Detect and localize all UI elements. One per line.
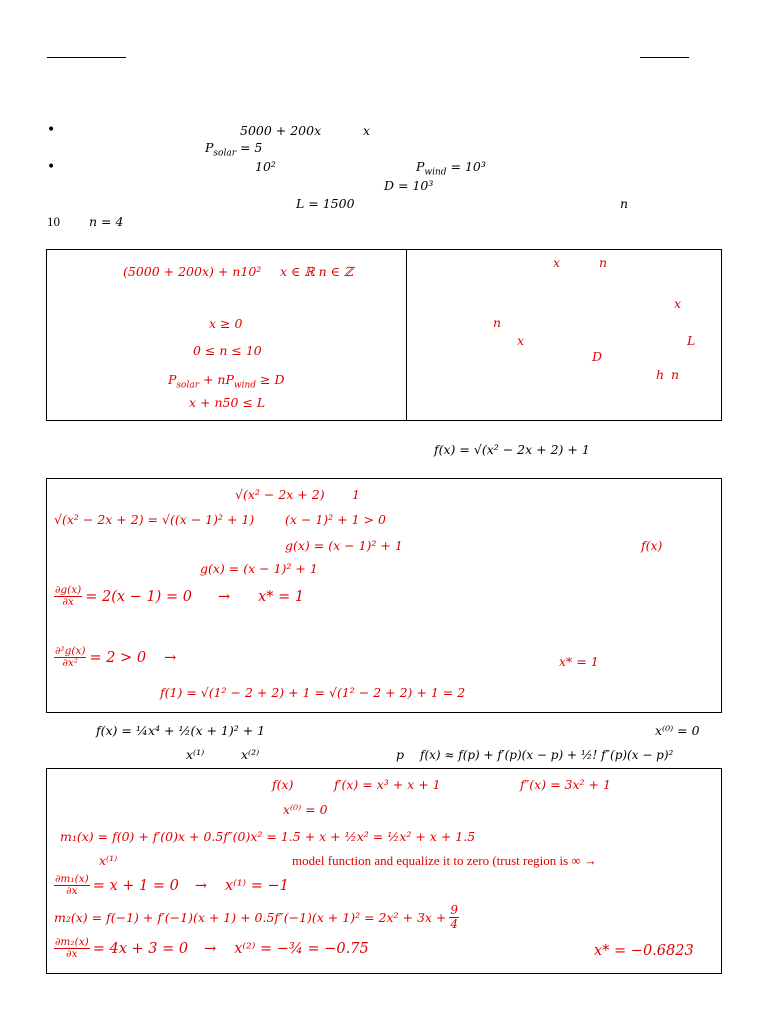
taylor-expansion: f(x) ≈ f(p) + f′(p)(x − p) + ½! f″(p)(x − p)² bbox=[420, 748, 674, 762]
var-x: x bbox=[363, 123, 371, 138]
note-x2: x bbox=[674, 296, 682, 311]
nine-fourths: $\frac{9}{4}$ bbox=[450, 903, 459, 931]
iterate-1: x⁽¹⁾ bbox=[186, 747, 205, 762]
point-p: p bbox=[396, 747, 405, 762]
header-line-right bbox=[640, 57, 689, 58]
f-of-x: f(x) bbox=[272, 777, 294, 792]
bullet-2: • bbox=[47, 159, 56, 175]
model-2-derivative: $\frac{\text{∂m₂(x)}}{\partial x}$ = 4x + 3 = 0 → x⁽²⁾ = −¾ = −0.75 bbox=[55, 936, 369, 960]
min-point: x* = 1 bbox=[559, 654, 599, 669]
sqrt-one: 1 bbox=[352, 487, 360, 502]
note-n1: n bbox=[599, 255, 608, 270]
start-point: x⁽⁰⁾ = 0 bbox=[283, 802, 328, 817]
sqrt-rewrite: √(x² − 2x + 2) = √((x − 1)² + 1) bbox=[54, 512, 255, 527]
arrow-icon: → bbox=[194, 877, 207, 894]
header-line-left bbox=[47, 57, 126, 58]
constraint-power: $P_{solar} + nP_{wind} \ge D$ bbox=[168, 372, 285, 391]
variable-domain: x ∈ ℝ n ∈ ℤ bbox=[280, 264, 353, 279]
wind-cost: 10² bbox=[255, 159, 276, 174]
note-x1: x bbox=[553, 255, 561, 270]
final-minimizer: x* = −0.6823 bbox=[594, 943, 694, 959]
first-derivative: f′(x) = x³ + x + 1 bbox=[334, 777, 441, 792]
model-note: model function and equalize it to zero (trust region is ∞ → bbox=[292, 853, 597, 868]
initial-point: x⁽⁰⁾ = 0 bbox=[655, 723, 700, 738]
iterate-2: x⁽²⁾ bbox=[241, 747, 260, 762]
note-h: h bbox=[656, 367, 665, 382]
second-derivative: f″(x) = 3x² + 1 bbox=[520, 777, 611, 792]
p-solar: $P_{solar} = 5$ bbox=[205, 140, 263, 159]
n-equals-4: n = 4 bbox=[89, 214, 124, 229]
objective: (5000 + 200x) + n10² bbox=[123, 264, 262, 279]
var-n: n bbox=[620, 196, 629, 211]
note-n3: n bbox=[671, 367, 680, 382]
first-derivative-line: $\frac{\partial g(x)}{\partial x}$ = 2(x − 1) = 0 → x* = 1 bbox=[55, 584, 305, 608]
d2g-fraction: $\frac{\text{∂²g(x)}}{\text{∂x²}}$ bbox=[55, 645, 86, 669]
p-wind: $P_{wind} = 10^3$ bbox=[416, 159, 486, 178]
note-D: D bbox=[592, 349, 603, 364]
model-1: m₁(x) = f(0) + f′(0)x + 0.5f″(0)x² = 1.5 + x + ½x² = ½x² + x + 1.5 bbox=[60, 829, 476, 844]
g-definition-2: g(x) = (x − 1)² + 1 bbox=[200, 561, 318, 576]
formulation-divider bbox=[406, 249, 407, 421]
dm2-fraction: $\frac{\text{∂m₂(x)}}{\partial x}$ bbox=[55, 936, 89, 960]
note-n2: n bbox=[493, 315, 502, 330]
g-definition-1: g(x) = (x − 1)² + 1 bbox=[285, 538, 403, 553]
bullet-1: • bbox=[47, 122, 56, 138]
arrow-icon: → bbox=[164, 649, 177, 666]
positive-term: (x − 1)² + 1 > 0 bbox=[285, 512, 386, 527]
model-2-line bbox=[54, 904, 462, 931]
arrow-icon: → bbox=[217, 588, 231, 605]
iterate-1-label: x⁽¹⁾ bbox=[99, 853, 118, 868]
note-L: L bbox=[687, 333, 696, 348]
model-1-derivative: $\frac{\text{∂m₁(x)}}{\partial x}$ = x + 1 = 0 → x⁽¹⁾ = −1 bbox=[55, 873, 289, 897]
constraint-x: x ≥ 0 bbox=[209, 316, 243, 331]
sqrt-expression: √(x² − 2x + 2) bbox=[235, 487, 325, 502]
problem2-function: f(x) = √(x² − 2x + 2) + 1 bbox=[434, 442, 590, 457]
constraint-land: x + n50 ≤ L bbox=[189, 395, 266, 410]
model-2: m₂(x) = f(−1) + f′(−1)(x + 1) + 0.5f″(−1)(x + 1)² = 2x² + 3x + bbox=[54, 910, 447, 925]
problem3-function: f(x) = ¼x⁴ + ½(x + 1)² + 1 bbox=[96, 723, 266, 738]
demand: D = 10³ bbox=[384, 178, 434, 193]
note-x3: x bbox=[517, 333, 525, 348]
ten: 10 bbox=[47, 214, 60, 229]
land: L = 1500 bbox=[296, 196, 355, 211]
cost-expression: 5000 + 200x bbox=[240, 123, 322, 138]
dg-fraction: $\frac{\partial g(x)}{\partial x}$ bbox=[55, 584, 82, 608]
second-derivative-line: $\frac{\text{∂²g(x)}}{\text{∂x²}}$ = 2 > 0 → bbox=[55, 645, 177, 669]
constraint-n: 0 ≤ n ≤ 10 bbox=[193, 343, 262, 358]
dm1-fraction: $\frac{\text{∂m₁(x)}}{\partial x}$ bbox=[55, 873, 89, 897]
arrow-icon: → bbox=[204, 940, 217, 957]
min-value: f(1) = √(1² − 2 + 2) + 1 = √(1² − 2 + 2) + 1 = 2 bbox=[160, 685, 466, 700]
f-of-x-ref: f(x) bbox=[641, 538, 663, 553]
